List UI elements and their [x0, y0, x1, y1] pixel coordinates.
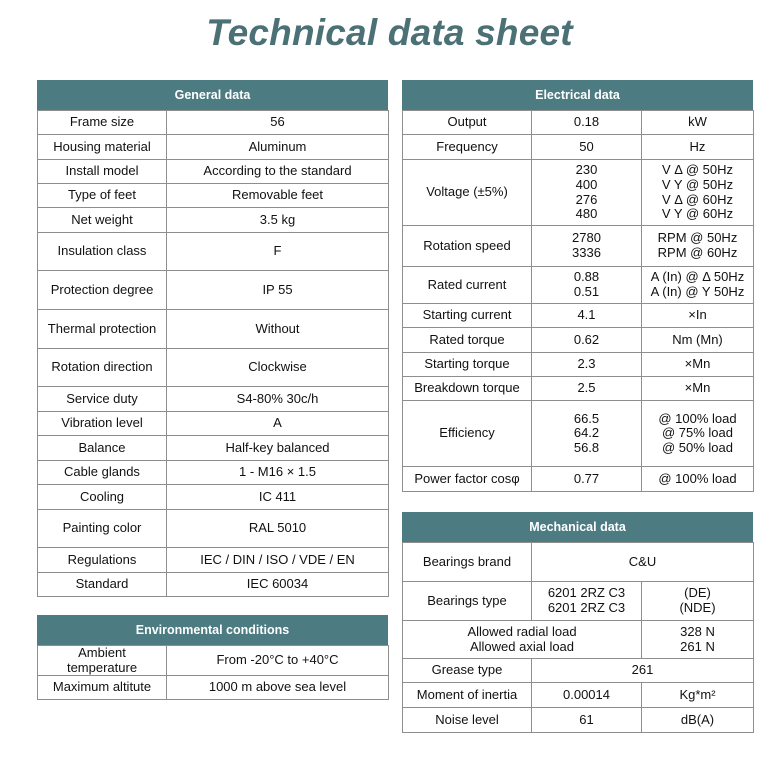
row-value: S4-80% 30c/h [167, 387, 389, 412]
row-value: IEC 60034 [167, 573, 389, 597]
row-label: Bearings brand [403, 543, 532, 582]
row-unit: V Δ @ 50Hz V Y @ 50Hz V Δ @ 60Hz V Y @ 60Hz [642, 160, 754, 226]
row-label: Rotation direction [38, 349, 167, 387]
row-label: Voltage (±5%) [403, 160, 532, 226]
row-label: Starting torque [403, 353, 532, 377]
row-label: Insulation class [38, 233, 167, 271]
row-label: Output [403, 111, 532, 135]
table-row [403, 377, 754, 401]
row-value: 1 - M16 × 1.5 [167, 461, 389, 485]
table-row [38, 548, 389, 573]
mechanical-data-header: Mechanical data [402, 512, 753, 542]
environmental-conditions-table [37, 645, 389, 700]
row-label: Type of feet [38, 184, 167, 208]
row-value: A [167, 412, 389, 436]
electrical-data-panel [402, 80, 753, 492]
row-value: 1000 m above sea level [167, 676, 389, 700]
table-row [403, 467, 754, 492]
row-value: 0.77 [532, 467, 642, 492]
table-row [403, 353, 754, 377]
table-row [38, 271, 389, 310]
row-value: 2.5 [532, 377, 642, 401]
row-value: 66.5 64.2 56.8 [532, 401, 642, 467]
table-row [403, 160, 754, 226]
row-label: Painting color [38, 510, 167, 548]
row-label: Frame size [38, 111, 167, 135]
row-label: Bearings type [403, 582, 532, 621]
row-unit: Nm (Mn) [642, 328, 754, 353]
row-value: 2.3 [532, 353, 642, 377]
row-label: Rotation speed [403, 226, 532, 267]
row-value: 0.62 [532, 328, 642, 353]
table-row [38, 461, 389, 485]
row-value: 0.00014 [532, 683, 642, 708]
row-value: 230 400 276 480 [532, 160, 642, 226]
row-value: 0.88 0.51 [532, 267, 642, 304]
row-unit: @ 100% load [642, 467, 754, 492]
row-label: Net weight [38, 208, 167, 233]
row-label: Regulations [38, 548, 167, 573]
general-data-header: General data [37, 80, 388, 110]
table-row [403, 401, 754, 467]
table-row [38, 135, 389, 160]
table-row [403, 328, 754, 353]
row-value: Without [167, 310, 389, 349]
row-label: Maximum altitute [38, 676, 167, 700]
row-value: IP 55 [167, 271, 389, 310]
row-value: 56 [167, 111, 389, 135]
electrical-data-table [402, 110, 754, 492]
row-unit: RPM @ 50Hz RPM @ 60Hz [642, 226, 754, 267]
row-unit: kW [642, 111, 754, 135]
table-row [403, 304, 754, 328]
table-row [38, 310, 389, 349]
table-row [38, 233, 389, 271]
row-value: IC 411 [167, 485, 389, 510]
environmental-conditions-header: Environmental conditions [37, 615, 388, 645]
table-row [38, 111, 389, 135]
row-label: Vibration level [38, 412, 167, 436]
row-unit: (DE) (NDE) [642, 582, 754, 621]
mechanical-data-panel [402, 512, 753, 733]
electrical-data-header: Electrical data [402, 80, 753, 110]
row-label: Install model [38, 160, 167, 184]
row-unit: ×Mn [642, 353, 754, 377]
row-value: 3.5 kg [167, 208, 389, 233]
row-label: Rated torque [403, 328, 532, 353]
row-value: Half-key balanced [167, 436, 389, 461]
general-data-table [37, 110, 389, 597]
row-label: Breakdown torque [403, 377, 532, 401]
row-label: Frequency [403, 135, 532, 160]
general-data-panel [37, 80, 388, 597]
row-value: 261 [532, 659, 754, 683]
row-label: Power factor cosφ [403, 467, 532, 492]
row-label: Efficiency [403, 401, 532, 467]
table-row [38, 436, 389, 461]
table-row [38, 573, 389, 597]
row-value: IEC / DIN / ISO / VDE / EN [167, 548, 389, 573]
page-title: Technical data sheet [206, 12, 573, 53]
table-row [403, 683, 754, 708]
row-label: Standard [38, 573, 167, 597]
row-unit: @ 100% load @ 75% load @ 50% load [642, 401, 754, 467]
row-value: 6201 2RZ C3 6201 2RZ C3 [532, 582, 642, 621]
row-label: Thermal protection [38, 310, 167, 349]
row-value: Aluminum [167, 135, 389, 160]
row-label: Housing material [38, 135, 167, 160]
table-row [403, 111, 754, 135]
table-row [38, 349, 389, 387]
row-value: From -20°C to +40°C [167, 646, 389, 676]
table-row [403, 135, 754, 160]
row-label: Protection degree [38, 271, 167, 310]
table-row [38, 485, 389, 510]
table-row [38, 387, 389, 412]
row-unit: ×In [642, 304, 754, 328]
table-row [403, 226, 754, 267]
row-value: 61 [532, 708, 642, 733]
table-row [403, 267, 754, 304]
row-label: Allowed radial load Allowed axial load [403, 621, 642, 659]
mechanical-data-table [402, 542, 754, 733]
row-label: Noise level [403, 708, 532, 733]
table-row [38, 208, 389, 233]
row-value: 0.18 [532, 111, 642, 135]
table-row [403, 621, 754, 659]
table-row [403, 708, 754, 733]
table-row [38, 646, 389, 676]
table-row [38, 412, 389, 436]
row-value: 4.1 [532, 304, 642, 328]
row-value: 2780 3336 [532, 226, 642, 267]
environmental-conditions-panel [37, 615, 388, 700]
row-unit: A (In) @ Δ 50Hz A (In) @ Y 50Hz [642, 267, 754, 304]
table-row [38, 184, 389, 208]
row-unit: Kg*m² [642, 683, 754, 708]
row-unit: ×Mn [642, 377, 754, 401]
row-unit: Hz [642, 135, 754, 160]
table-row [403, 543, 754, 582]
row-value: Clockwise [167, 349, 389, 387]
table-row [403, 659, 754, 683]
row-value: RAL 5010 [167, 510, 389, 548]
row-value: 328 N 261 N [642, 621, 754, 659]
row-label: Starting current [403, 304, 532, 328]
row-value: According to the standard [167, 160, 389, 184]
row-value: C&U [532, 543, 754, 582]
row-label: Cable glands [38, 461, 167, 485]
row-label: Grease type [403, 659, 532, 683]
row-label: Rated current [403, 267, 532, 304]
table-row [38, 510, 389, 548]
row-value: F [167, 233, 389, 271]
table-row [38, 676, 389, 700]
table-row [38, 160, 389, 184]
row-value: Removable feet [167, 184, 389, 208]
row-label: Ambient temperature [38, 646, 167, 676]
row-label: Service duty [38, 387, 167, 412]
row-label: Cooling [38, 485, 167, 510]
row-label: Balance [38, 436, 167, 461]
row-unit: dB(A) [642, 708, 754, 733]
table-row [403, 582, 754, 621]
row-value: 50 [532, 135, 642, 160]
row-label: Moment of inertia [403, 683, 532, 708]
